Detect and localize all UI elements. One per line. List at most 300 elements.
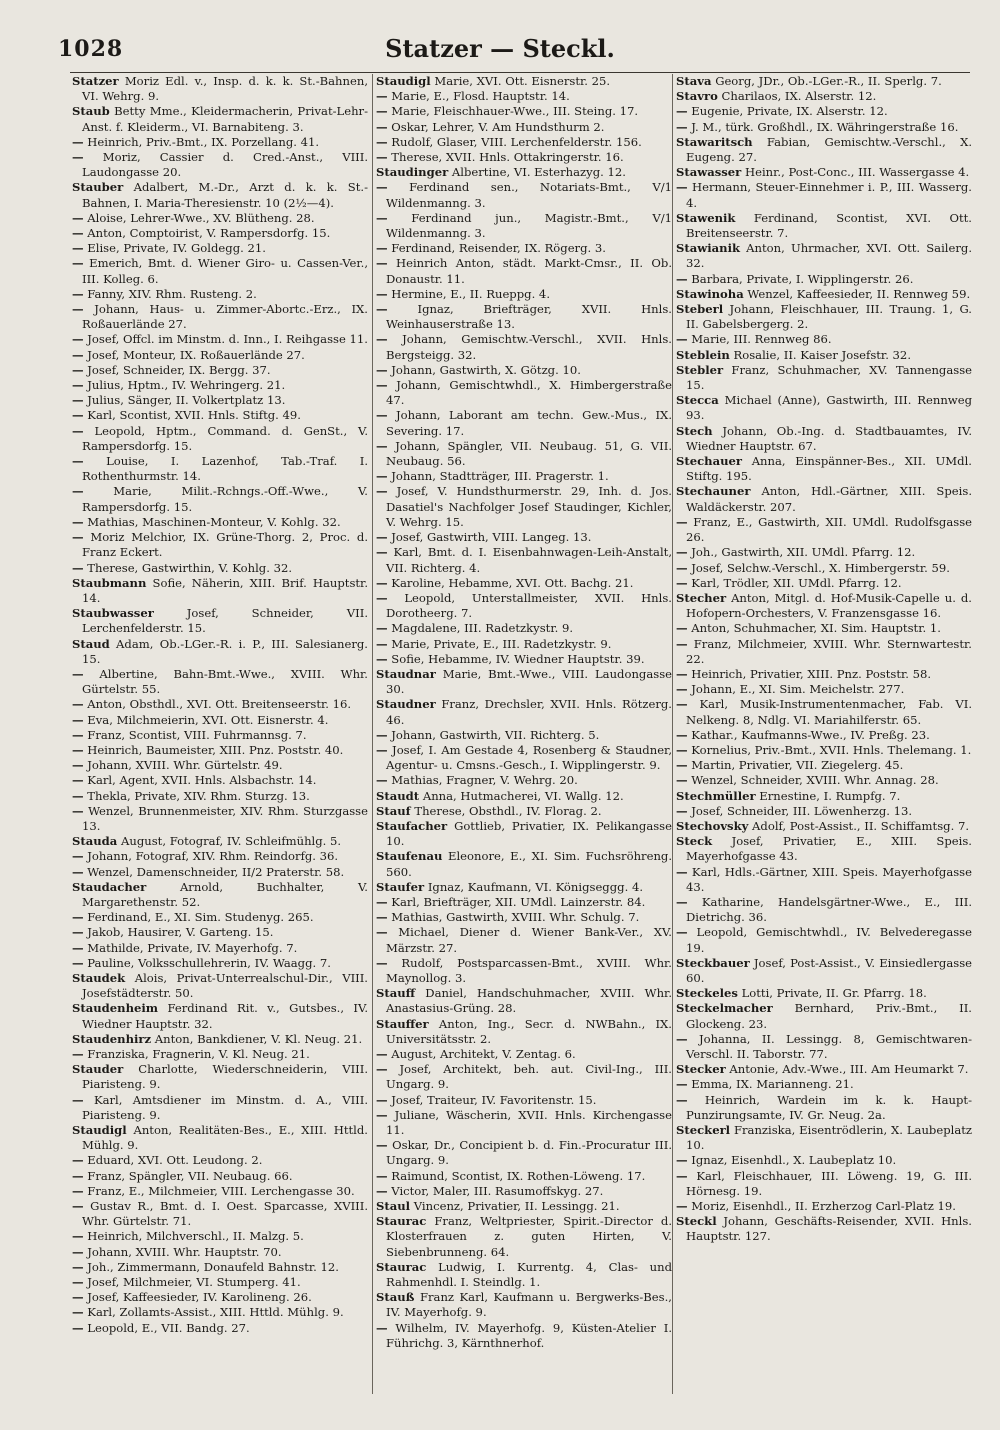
directory-entry <box>376 104 672 119</box>
directory-entry <box>72 925 368 940</box>
entry-surname: Stechauer <box>676 454 743 469</box>
entry-surname: — <box>72 849 84 864</box>
entry-details: Karl, Bmt. d. I. Eisenbahnwagen-Leih-Anstalt, VII. Richterg. 4. <box>386 545 672 575</box>
entry-details: Franz, Drechsler, XVII. Hnls. Rötzerg. 46. <box>386 697 672 727</box>
entry-details: Marie, Fleischhauer-Wwe., III. Steing. 17. <box>391 104 639 119</box>
directory-entry <box>676 454 972 484</box>
entry-surname: Staufer <box>376 879 425 894</box>
entry-details: Karl, Agent, XVII. Hnls. Alsbachstr. 14. <box>87 773 317 788</box>
directory-entry <box>72 211 368 226</box>
directory-entry <box>676 1153 972 1168</box>
entry-surname: Staurac <box>376 1214 427 1229</box>
entry-surname: — <box>676 773 688 788</box>
entry-details: Mathias, Maschinen-Monteur, V. Kohlg. 32. <box>87 514 341 529</box>
entry-details: Anna, Hutmacherei, VI. Wallg. 12. <box>422 788 624 803</box>
entry-surname: — <box>676 104 688 119</box>
directory-entry <box>72 880 368 910</box>
entry-surname: — <box>72 362 84 377</box>
directory-entry <box>72 1321 368 1336</box>
entry-details: Franz, Scontist, VIII. Fuhrmannsg. 7. <box>87 727 307 742</box>
entry-details: Mathias, Gastwirth, XVIII. Whr. Schulg. 7. <box>391 910 640 925</box>
directory-entry <box>72 241 368 256</box>
directory-entry <box>72 1245 368 1260</box>
directory-entry <box>376 165 672 180</box>
entry-surname: — <box>72 666 84 681</box>
directory-entry <box>376 74 672 89</box>
entry-surname: Stechauner <box>676 484 751 499</box>
entry-details: Anton, Ing., Secr. d. NWBahn., IX. Universitätsstr. 2. <box>386 1016 672 1046</box>
directory-entry <box>676 925 972 955</box>
entry-details: Barbara, Private, I. Wipplingerstr. 26. <box>691 271 914 286</box>
entry-details: Johann, Gemischtw.-Verschl., XVII. Hnls. Bergsteigg. 32. <box>386 332 672 362</box>
entry-surname: Staurac <box>376 1259 427 1274</box>
entry-details: Ignaz, Kaufmann, VI. Königseggg. 4. <box>427 879 644 894</box>
entry-details: Marie, Bmt.-Wwe., VIII. Laudongasse 30. <box>386 666 672 697</box>
entry-details: Fabian, Gemischtw.-Verschl., X. Eugeng. 27. <box>686 134 972 165</box>
entry-details: Franz, E., Milchmeier, VIII. Lerchengasse 30. <box>87 1183 355 1198</box>
entry-surname: Stecker <box>676 1062 726 1077</box>
entry-details: Emerich, Bmt. d. Wiener Giro- u. Cassen-Ver., III. Kolleg. 6. <box>82 256 368 286</box>
entry-surname: — <box>376 210 388 225</box>
entry-details: Moriz Edl. v., Insp. d. k. k. St.-Bahnen, VI. Wehrg. 9. <box>82 74 368 104</box>
directory-entry <box>72 1047 368 1062</box>
entry-details: Charlotte, Wiederschneiderin, VIII. Piaristeng. 9. <box>82 1062 368 1092</box>
entry-surname: Stechovsky <box>676 818 749 833</box>
directory-entry <box>376 332 672 362</box>
entry-details: Wenzel, Schneider, XVIII. Whr. Annag. 28. <box>691 773 939 788</box>
entry-surname: — <box>72 241 84 256</box>
header-rule <box>70 72 970 73</box>
entry-details: Moriz Melchior, IX. Grüne-Thorg. 2, Proc. d. Franz Eckert. <box>82 530 368 560</box>
entry-details: Anton, Schuhmacher, XI. Sim. Hauptstr. 1. <box>691 621 941 636</box>
entry-surname: — <box>376 545 388 560</box>
entry-surname: — <box>72 393 84 408</box>
entry-details: Jakob, Hausirer, V. Garteng. 15. <box>87 925 274 940</box>
directory-entry <box>376 1017 672 1047</box>
directory-entry <box>72 713 368 728</box>
directory-entry <box>676 956 972 986</box>
directory-entry <box>376 925 672 955</box>
entry-details: Heinrich, Priv.-Bmt., IX. Porzellang. 41. <box>87 134 320 149</box>
directory-entry <box>376 849 672 879</box>
entry-details: J. M., türk. Großhdl., IX. Währingerstraße 16. <box>691 119 959 134</box>
entry-surname: — <box>72 1305 84 1320</box>
directory-entry <box>376 1260 672 1290</box>
directory-entry <box>72 424 368 454</box>
entry-details: Karl, Hdls.-Gärtner, XIII. Speis. Mayerhofgasse 43. <box>686 864 972 894</box>
directory-entry <box>72 773 368 788</box>
entry-details: Ferdinand, Scontist, XVI. Ott. Breitenseerstr. 7. <box>686 210 972 241</box>
directory-entry <box>72 256 368 286</box>
entry-surname: — <box>72 758 84 773</box>
directory-entry <box>676 834 972 864</box>
entry-surname: Stauder <box>72 1062 124 1077</box>
directory-entry <box>376 1138 672 1168</box>
directory-entry <box>676 272 972 287</box>
directory-entry <box>676 180 972 210</box>
entry-details: Adam, Ob.-LGer.-R. i. P., III. Salesianerg. 15. <box>82 636 368 666</box>
directory-entry <box>72 180 368 210</box>
entry-details: Anton, Uhrmacher, XVI. Ott. Sailerg. 32. <box>686 241 972 271</box>
entry-surname: — <box>676 727 688 742</box>
entry-surname: — <box>676 894 688 909</box>
entry-details: Ignaz, Briefträger, XVII. Hnls. Weinhauserstraße 13. <box>386 302 672 332</box>
directory-entry <box>676 1199 972 1214</box>
entry-surname: — <box>676 758 688 773</box>
entry-surname: Stech <box>676 423 713 438</box>
directory-entry <box>376 211 672 241</box>
entry-details: Marie, Private, E., III. Radetzkystr. 9. <box>391 636 612 651</box>
directory-entry <box>676 1001 972 1031</box>
entry-details: Karoline, Hebamme, XVI. Ott. Bachg. 21. <box>391 575 634 590</box>
entry-details: Josef, Post-Assist., V. Einsiedlergasse 60. <box>686 955 972 985</box>
entry-details: Therese, XVII. Hnls. Ottakringerstr. 16. <box>391 150 624 165</box>
entry-details: Johann, Geschäfts-Reisender, XVII. Hnls. Hauptstr. 127. <box>686 1214 972 1244</box>
entry-surname: Staudenhirz <box>72 1031 152 1046</box>
directory-entry <box>72 849 368 864</box>
entry-surname: Steckerl <box>676 1123 731 1138</box>
entry-details: Anton, Bankdiener, V. Kl. Neug. 21. <box>154 1031 363 1046</box>
directory-entry <box>72 515 368 530</box>
directory-entry <box>72 408 368 423</box>
entry-surname: Staubwasser <box>72 606 154 621</box>
entry-surname: — <box>676 925 688 940</box>
entry-surname: — <box>376 104 388 119</box>
entry-details: Leopold, Unterstallmeister, XVII. Hnls. Dorotheerg. 7. <box>386 590 672 621</box>
directory-entry <box>376 819 672 849</box>
column-3 <box>672 74 972 1394</box>
entry-details: Johann, Gastwirth, VII. Richterg. 5. <box>391 727 600 742</box>
directory-entry <box>72 1001 368 1031</box>
directory-entry <box>676 89 972 104</box>
entry-details: Anton, Mitgl. d. Hof-Musik-Capelle u. d. Hofopern-Orchesters, V. Franzensgasse 16. <box>686 590 972 621</box>
directory-entry <box>376 1290 672 1320</box>
directory-entry <box>376 180 672 210</box>
entry-surname: — <box>376 621 388 636</box>
entry-surname: — <box>72 727 84 742</box>
directory-entry <box>376 910 672 925</box>
entry-surname: — <box>676 666 688 681</box>
entry-details: Ferdinand jun., Magistr.-Bmt., V/1 Wildenmanng. 3. <box>386 210 672 241</box>
directory-entry <box>376 408 672 438</box>
directory-entry <box>72 1260 368 1275</box>
entry-details: Moriz, Eisenhdl., II. Erzherzog Carl-Platz 19. <box>691 1199 956 1214</box>
entry-details: Martin, Privatier, VII. Ziegelerg. 45. <box>691 758 904 773</box>
entry-details: Vincenz, Privatier, II. Lessingg. 21. <box>413 1199 620 1214</box>
directory-entry <box>72 1032 368 1047</box>
directory-entry <box>72 697 368 712</box>
entry-surname: — <box>72 1092 84 1107</box>
directory-entry <box>376 1093 672 1108</box>
directory-entry <box>72 150 368 180</box>
entry-surname: Statzer <box>72 74 119 88</box>
entry-details: Josef, Architekt, beh. aut. Civil-Ing., III. Ungarg. 9. <box>386 1062 672 1092</box>
directory-entry <box>376 1321 672 1351</box>
directory-entry <box>376 378 672 408</box>
directory-entry <box>676 697 972 727</box>
directory-entry <box>676 302 972 332</box>
entry-surname: — <box>376 150 388 165</box>
entry-surname: — <box>676 803 688 818</box>
entry-surname: — <box>376 408 388 423</box>
entry-details: Emma, IX. Marianneng. 21. <box>691 1077 854 1092</box>
entry-surname: — <box>72 423 84 438</box>
directory-entry <box>72 1123 368 1153</box>
directory-entry <box>676 1077 972 1092</box>
entry-surname: Stawenik <box>676 210 736 225</box>
entry-details: Eduard, XVI. Ott. Leudong. 2. <box>87 1153 263 1168</box>
entry-surname: — <box>676 1199 688 1214</box>
directory-entry <box>376 986 672 1016</box>
directory-entry <box>676 895 972 925</box>
entry-details: Heinrich, Wardein im k. k. Haupt-Punzirungsamte, IV. Gr. Neug. 2a. <box>686 1092 972 1122</box>
directory-entry <box>72 332 368 347</box>
entry-surname: — <box>72 560 84 575</box>
entry-surname: Steckelmacher <box>676 1001 773 1016</box>
entry-details: Johann, Laborant am techn. Gew.-Mus., IX. Severing. 17. <box>386 408 672 438</box>
entry-surname: — <box>376 362 388 377</box>
entry-surname: — <box>72 332 84 347</box>
entry-details: Therese, Gastwirthin, V. Kohlg. 32. <box>87 560 293 575</box>
directory-entry <box>676 667 972 682</box>
directory-entry <box>72 834 368 849</box>
entry-details: Rudolf, Glaser, VIII. Lerchenfelderstr. 156. <box>391 134 642 149</box>
entry-surname: — <box>376 1047 388 1061</box>
entry-details: Josef, Traiteur, IV. Favoritenstr. 15. <box>391 1092 597 1107</box>
entry-surname: — <box>676 119 688 134</box>
entry-surname: — <box>376 575 388 590</box>
entry-surname: — <box>676 545 688 560</box>
entry-surname: — <box>72 256 84 271</box>
directory-entry <box>676 743 972 758</box>
entry-details: Ignaz, Eisenhdl., X. Laubeplatz 10. <box>691 1153 897 1168</box>
entry-surname: Steberl <box>676 302 724 317</box>
directory-entry <box>376 120 672 135</box>
page-header <box>0 30 1000 70</box>
entry-surname: Stava <box>676 74 712 88</box>
entry-details: Albertine, Bahn-Bmt.-Wwe., XVIII. Whr. Gürtelstr. 55. <box>82 666 368 697</box>
entry-surname: Stebler <box>676 362 724 377</box>
entry-details: Franziska, Eisentrödlerin, X. Laubeplatz 10. <box>686 1123 972 1153</box>
directory-entry <box>676 241 972 271</box>
entry-surname: — <box>376 1107 388 1122</box>
entry-details: Magdalene, III. Radetzkystr. 9. <box>391 621 574 636</box>
entry-surname: Staudacher <box>72 879 147 894</box>
entry-details: Franz, E., Gastwirth, XII. UMdl. Rudolfsgasse 26. <box>686 514 972 545</box>
entry-details: Johann, XVIII. Whr. Gürtelstr. 49. <box>87 758 283 773</box>
entry-details: Karl, Scontist, XVII. Hnls. Stiftg. 49. <box>87 408 301 423</box>
directory-entry <box>72 1093 368 1123</box>
entry-details: Hermann, Steuer-Einnehmer i. P., III. Wasserg. 4. <box>686 180 972 210</box>
directory-entry <box>676 1093 972 1123</box>
directory-entry <box>376 728 672 743</box>
entry-surname: Staudenheim <box>72 1001 159 1016</box>
directory-entry <box>376 1199 672 1214</box>
entry-details: Kathar., Kaufmanns-Wwe., IV. Preßg. 23. <box>691 727 930 742</box>
entry-details: Ferdinand sen., Notariats-Bmt., V/1 Wildenmanng. 3. <box>386 180 672 210</box>
entry-details: Eleonore, E., XI. Sim. Fuchsröhreng. 560. <box>386 849 672 879</box>
entry-details: Oskar, Dr., Concipient b. d. Fin.-Procuratur III. Ungarg. 9. <box>386 1138 672 1168</box>
directory-entry <box>676 515 972 545</box>
directory-entry <box>676 986 972 1001</box>
entry-details: Anton, Comptoirist, V. Rampersdorfg. 15. <box>87 226 331 241</box>
entry-details: Wenzel, Kaffeesieder, II. Rennweg 59. <box>747 286 971 301</box>
directory-entry <box>376 241 672 256</box>
directory-entry <box>72 758 368 773</box>
entry-details: Franziska, Fragnerin, V. Kl. Neug. 21. <box>87 1047 310 1061</box>
entry-details: Karl, Musik-Instrumentenmacher, Fab. VI. Nelkeng. 8, Ndlg. VI. Mariahilferstr. 65. <box>686 697 972 727</box>
entry-surname: — <box>376 1138 388 1153</box>
entry-surname: — <box>376 241 388 256</box>
entry-details: Pauline, Volksschullehrerin, IV. Waagg. 7. <box>87 955 331 970</box>
entry-surname: — <box>676 180 688 195</box>
entry-details: Raimund, Scontist, IX. Rothen-Löweng. 17. <box>391 1168 646 1183</box>
directory-entry <box>676 165 972 180</box>
entry-details: Sofie, Näherin, XIII. Brif. Hauptstr. 14. <box>82 575 368 605</box>
entry-details: Daniel, Handschuhmacher, XVIII. Whr. Anastasius-Grüng. 28. <box>386 986 672 1016</box>
entry-surname: — <box>72 150 84 165</box>
entry-details: Michael, Diener d. Wiener Bank-Ver., XV. Märzstr. 27. <box>386 925 672 955</box>
entry-details: Gottlieb, Privatier, IX. Pelikangasse 10. <box>386 818 672 849</box>
entry-details: Heinrich, Privatier, XIII. Pnz. Poststr. 58. <box>691 666 932 681</box>
entry-details: Karl, Fleischhauer, III. Löweng. 19, G. III. Hörnesg. 19. <box>686 1168 972 1198</box>
directory-entry <box>676 561 972 576</box>
directory-entry <box>72 956 368 971</box>
entry-details: Johann, Gastwirth, X. Götzg. 10. <box>391 362 581 377</box>
directory-entry <box>72 1169 368 1184</box>
entry-details: Heinrich Anton, städt. Markt-Cmsr., II. Ob. Donaustr. 11. <box>386 256 672 286</box>
entry-surname: — <box>376 925 388 940</box>
entry-surname: — <box>376 955 388 970</box>
entry-surname: — <box>376 910 388 925</box>
entry-surname: Stauber <box>72 180 124 195</box>
entry-details: Betty Mme., Kleidermacherin, Privat-Lehr-Anst. f. Kleiderm., VI. Barnabiteng. 3. <box>82 104 368 134</box>
directory-entry <box>376 667 672 697</box>
entry-surname: — <box>376 636 388 651</box>
entry-surname: Stauda <box>72 834 118 849</box>
directory-entry <box>676 1214 972 1244</box>
entry-details: Ferdinand, Reisender, IX. Rögerg. 3. <box>391 241 606 256</box>
entry-details: Victor, Maler, III. Rasumoffskyg. 27. <box>391 1183 604 1198</box>
entry-details: Franz, Milchmeier, XVIII. Whr. Sternwartestr. 22. <box>686 636 972 666</box>
entry-surname: — <box>376 484 388 499</box>
entry-surname: — <box>72 378 84 393</box>
entry-details: Josef, Privatier, E., XIII. Speis. Mayerhofgasse 43. <box>686 834 972 864</box>
entry-surname: Staul <box>376 1199 411 1214</box>
entry-details: Leopold, Gemischtwhdl., IV. Belvederegasse 19. <box>686 925 972 955</box>
entry-details: Thekla, Private, XIV. Rhm. Sturzg. 13. <box>87 788 310 803</box>
entry-surname: Stavro <box>676 89 718 104</box>
entry-details: Johann, XVIII. Whr. Hauptstr. 70. <box>87 1244 282 1259</box>
directory-entry <box>676 424 972 454</box>
entry-surname: Stechmüller <box>676 788 756 803</box>
directory-entry <box>72 743 368 758</box>
directory-entry <box>376 302 672 332</box>
entry-details: Johann, Haus- u. Zimmer-Abortc.-Erz., IX. Roßauerlände 27. <box>82 302 368 332</box>
entry-surname: — <box>72 484 84 499</box>
directory-entry <box>72 287 368 302</box>
entry-details: Johann, Fotograf, XIV. Rhm. Reindorfg. 36. <box>87 849 339 864</box>
entry-surname: Stawinoha <box>676 286 744 301</box>
directory-entry <box>72 74 368 104</box>
entry-surname: — <box>72 454 84 469</box>
entry-surname: — <box>676 1092 688 1107</box>
entry-surname: Stecca <box>676 393 719 408</box>
directory-entry <box>72 804 368 834</box>
entry-surname: Steck <box>676 834 713 849</box>
entry-details: Moriz, Cassier d. Cred.-Anst., VIII. Laudongasse 20. <box>82 150 368 180</box>
entry-details: Leopold, E., VII. Bandg. 27. <box>87 1320 250 1335</box>
directory-entry <box>676 728 972 743</box>
entry-details: Aloise, Lehrer-Wwe., XV. Blütheng. 28. <box>87 210 315 225</box>
entry-details: Anton, Realitäten-Bes., E., XIII. Httld. Mühlg. 9. <box>82 1123 368 1153</box>
entry-surname: Steckl <box>676 1214 717 1229</box>
entry-surname: Staudigl <box>72 1123 127 1138</box>
entry-surname: — <box>676 1168 688 1183</box>
entry-details: Heinrich, Baumeister, XIII. Pnz. Poststr. 40. <box>87 742 344 757</box>
entry-surname: — <box>676 332 688 347</box>
entry-surname: — <box>376 286 388 301</box>
entry-surname: — <box>676 742 688 757</box>
entry-details: Rosalie, II. Kaiser Josefstr. 32. <box>733 347 911 362</box>
directory-entry <box>376 743 672 773</box>
entry-surname: — <box>376 742 388 757</box>
directory-entry <box>72 1305 368 1320</box>
entry-surname: — <box>676 514 688 529</box>
directory-entry <box>676 804 972 819</box>
entry-details: Oskar, Lehrer, V. Am Hundsthurm 2. <box>391 119 605 134</box>
directory-entry <box>376 1214 672 1260</box>
entry-details: Josef, Schneider, III. Löwenherzg. 13. <box>691 803 913 818</box>
page-number: 1028 <box>58 36 124 62</box>
entry-surname: — <box>376 89 388 104</box>
directory-entry <box>676 484 972 514</box>
entry-surname: — <box>72 408 84 423</box>
directory-entry <box>72 1153 368 1168</box>
entry-surname: — <box>72 910 84 925</box>
entry-details: Rudolf, Postsparcassen-Bmt., XVIII. Whr. Maynollog. 3. <box>386 955 672 985</box>
directory-entry <box>72 728 368 743</box>
directory-entry <box>676 773 972 788</box>
directory-entry <box>376 773 672 788</box>
entry-surname: — <box>72 955 84 970</box>
directory-entry <box>72 363 368 378</box>
entry-details: Therese, Obsthdl., IV. Florag. 2. <box>414 803 602 818</box>
entry-details: Ludwig, I. Kurrentg. 4, Clas- und Rahmenhdl. I. Steindlg. 1. <box>386 1259 672 1290</box>
entry-surname: — <box>72 1320 84 1335</box>
directory-entry <box>376 880 672 895</box>
entry-surname: Staudt <box>376 788 420 803</box>
entry-surname: Stauß <box>376 1290 415 1305</box>
entry-details: Franz, Schuhmacher, XV. Tannengasse 15. <box>686 362 972 393</box>
entry-details: Eva, Milchmeierin, XVI. Ott. Eisnerstr. 4. <box>87 712 329 727</box>
entry-details: Johann, Ob.-Ing. d. Stadtbauamtes, IV. Wiedner Hauptstr. 67. <box>686 423 972 453</box>
entry-surname: — <box>676 560 688 575</box>
entry-details: Bernhard, Priv.-Bmt., II. Glockeng. 23. <box>686 1001 972 1031</box>
directory-entry <box>376 1047 672 1062</box>
entry-surname: — <box>72 1168 84 1183</box>
entry-details: Johanna, II. Lessingg. 8, Gemischtwaren-Verschl. II. Taborstr. 77. <box>686 1031 972 1061</box>
entry-surname: — <box>72 773 84 788</box>
directory-entry <box>676 789 972 804</box>
entry-surname: — <box>376 469 388 484</box>
entry-details: Elise, Private, IV. Goldegg. 21. <box>87 241 266 256</box>
entry-details: Anton, Hdl.-Gärtner, XIII. Speis. Waldäckerstr. 207. <box>686 484 972 514</box>
entry-details: Charilaos, IX. Alserstr. 12. <box>721 89 877 104</box>
directory-entry <box>72 1062 368 1092</box>
directory-entry <box>376 652 672 667</box>
directory-entry <box>72 1290 368 1305</box>
